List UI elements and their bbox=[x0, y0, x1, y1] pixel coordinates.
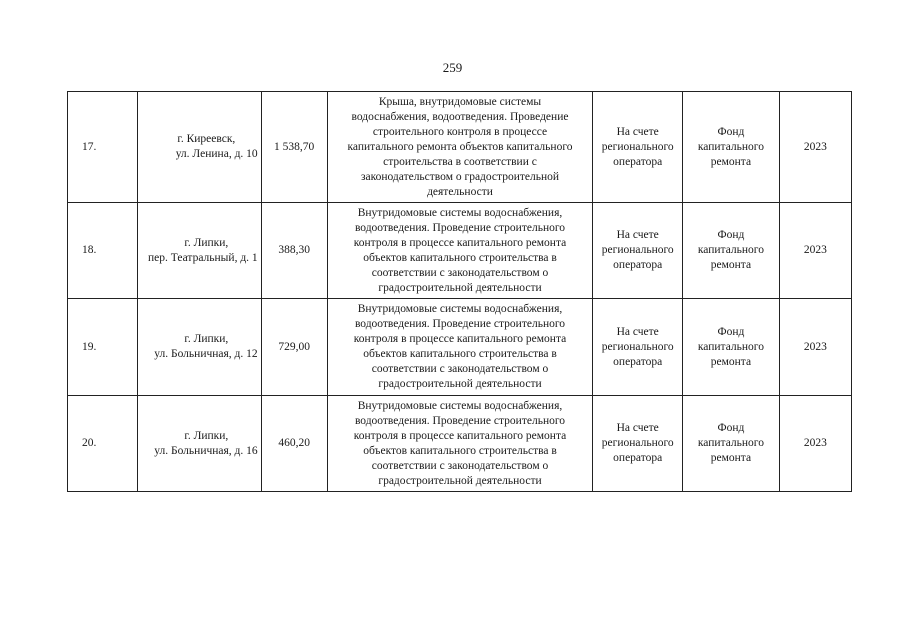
table-row bbox=[68, 299, 852, 396]
payer-line: оператора bbox=[613, 155, 663, 168]
page-number: 259 bbox=[442, 60, 463, 75]
work-line: капитального ремонта объектов капитального bbox=[347, 140, 573, 153]
year-value: 2023 bbox=[779, 396, 851, 492]
payment-account bbox=[593, 299, 683, 396]
work-line: строительного контроля в процессе bbox=[372, 125, 548, 138]
address-city: г. Липки, bbox=[184, 429, 229, 442]
work-line: строительства в соответствии с bbox=[383, 155, 537, 168]
work-line: градостроительной деятельности bbox=[378, 281, 542, 294]
payer-line: оператора bbox=[613, 355, 663, 368]
work-line: Крыша, внутридомовые системы bbox=[378, 95, 542, 108]
area-value: 460,20 bbox=[261, 396, 327, 492]
work-line: контроля в процессе капитального ремонта bbox=[353, 429, 567, 442]
address-street: пер. Театральный, д. 1 bbox=[148, 251, 258, 264]
work-line: водоотведения. Проведение строительного bbox=[354, 318, 566, 330]
capital-repair-table bbox=[67, 91, 852, 492]
fund-line: Фонд bbox=[717, 229, 745, 241]
fund-line: Фонд bbox=[717, 125, 745, 138]
row-number: 18. bbox=[68, 203, 138, 299]
payment-account bbox=[593, 396, 683, 492]
address-cell bbox=[138, 92, 262, 203]
work-line: контроля в процессе капитального ремонта bbox=[353, 236, 567, 249]
table-row bbox=[68, 92, 852, 203]
work-line: водоотведения. Проведение строительного bbox=[354, 414, 566, 427]
payment-account bbox=[593, 92, 683, 203]
work-description bbox=[327, 203, 593, 299]
work-line: водоотведения. Проведение строительного bbox=[354, 221, 566, 234]
funding-source bbox=[683, 299, 780, 396]
work-line: Внутридомовые системы водоснабжения, bbox=[357, 206, 563, 219]
work-line: законодательством о градостроительной bbox=[360, 170, 560, 183]
year-value: 2023 bbox=[779, 299, 851, 396]
area-value: 1 538,70 bbox=[261, 92, 327, 203]
row-number: 19. bbox=[68, 299, 138, 396]
work-line: водоснабжения, водоотведения. Проведение bbox=[351, 110, 569, 123]
address-cell bbox=[138, 203, 262, 299]
fund-line: капитального bbox=[697, 340, 764, 353]
address-city: г. Липки, bbox=[184, 236, 229, 249]
address-cell bbox=[138, 396, 262, 492]
address-street: ул. Больничная, д. 12 bbox=[154, 348, 258, 360]
fund-line: ремонта bbox=[710, 259, 752, 271]
fund-line: Фонд bbox=[717, 325, 745, 338]
payer-line: На счете bbox=[616, 229, 659, 241]
row-number: 20. bbox=[68, 396, 138, 492]
work-line: соответствии с законодательством о bbox=[371, 266, 549, 279]
payer-line: регионального bbox=[601, 140, 674, 153]
work-line: Внутридомовые системы водоснабжения, bbox=[357, 399, 563, 412]
table-row bbox=[68, 203, 852, 299]
fund-line: капитального bbox=[697, 140, 764, 153]
address-street: ул. Ленина, д. 10 bbox=[175, 148, 258, 160]
work-line: градостроительной деятельности bbox=[378, 378, 542, 390]
funding-source bbox=[683, 92, 780, 203]
address-cell bbox=[138, 299, 262, 396]
work-description bbox=[327, 299, 593, 396]
work-line: объектов капитального строительства в bbox=[363, 348, 557, 360]
payer-line: На счете bbox=[616, 125, 659, 138]
work-line: контроля в процессе капитального ремонта bbox=[353, 333, 567, 345]
payer-line: регионального bbox=[601, 437, 674, 449]
address-street: ул. Больничная, д. 16 bbox=[154, 444, 258, 457]
payer-line: На счете bbox=[616, 325, 659, 338]
funding-source bbox=[683, 396, 780, 492]
fund-line: ремонта bbox=[710, 452, 752, 464]
fund-line: капитального bbox=[697, 244, 764, 256]
payer-line: оператора bbox=[613, 259, 663, 271]
payer-line: оператора bbox=[613, 452, 663, 464]
year-value: 2023 bbox=[779, 203, 851, 299]
row-number: 17. bbox=[68, 92, 138, 203]
work-line: деятельности bbox=[427, 185, 493, 198]
work-line: Внутридомовые системы водоснабжения, bbox=[357, 303, 563, 315]
work-line: объектов капитального строительства в bbox=[363, 444, 557, 457]
fund-line: Фонд bbox=[717, 422, 745, 434]
address-city: г. Липки, bbox=[184, 333, 229, 345]
work-description bbox=[327, 396, 593, 492]
payer-line: регионального bbox=[601, 340, 674, 353]
address-city: г. Киреевск, bbox=[177, 133, 236, 145]
fund-line: ремонта bbox=[710, 155, 752, 168]
funding-source bbox=[683, 203, 780, 299]
year-value: 2023 bbox=[779, 92, 851, 203]
work-line: соответствии с законодательством о bbox=[371, 459, 549, 472]
work-description bbox=[327, 92, 593, 203]
area-value: 729,00 bbox=[261, 299, 327, 396]
area-value: 388,30 bbox=[261, 203, 327, 299]
payer-line: регионального bbox=[601, 244, 674, 256]
payer-line: На счете bbox=[616, 422, 659, 434]
work-line: соответствии с законодательством о bbox=[371, 363, 549, 375]
work-line: объектов капитального строительства в bbox=[363, 251, 557, 264]
fund-line: капитального bbox=[697, 437, 764, 449]
table-row bbox=[68, 396, 852, 492]
payment-account bbox=[593, 203, 683, 299]
work-line: градостроительной деятельности bbox=[378, 474, 542, 487]
fund-line: ремонта bbox=[710, 355, 752, 368]
